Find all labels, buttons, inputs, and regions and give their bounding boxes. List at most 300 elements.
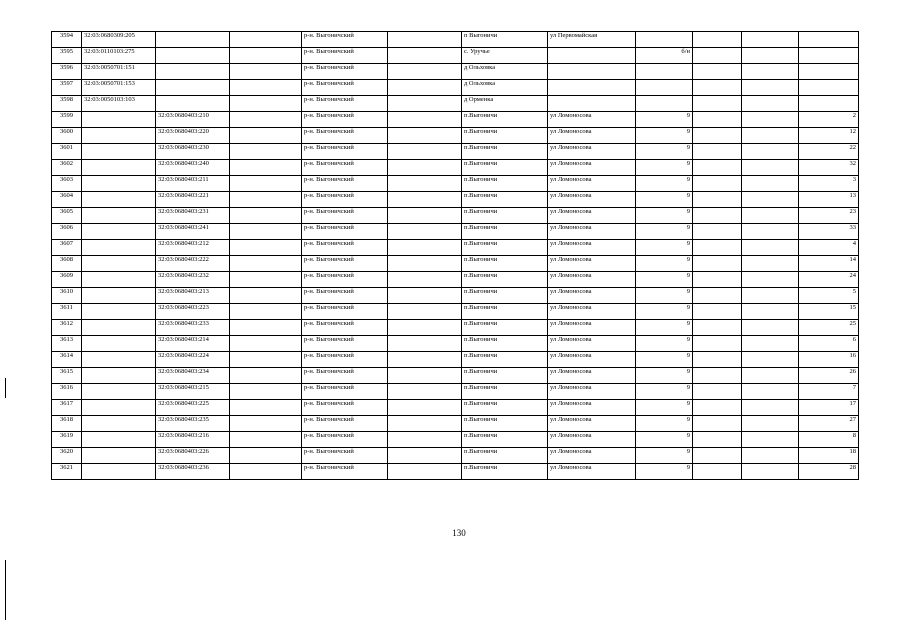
cadastral-number-a: 32:03:0050701:153 xyxy=(82,80,156,96)
empty-cell xyxy=(742,352,799,368)
empty-cell xyxy=(388,176,462,192)
settlement-cell: с. Уручье xyxy=(462,48,548,64)
settlement-cell: п.Выгоничи xyxy=(462,416,548,432)
cadastral-number-a: 32:03:0680309:205 xyxy=(82,32,156,48)
table-row xyxy=(52,320,859,336)
district-cell: р-н. Выгоничский xyxy=(302,64,388,80)
cadastral-number-b: 32:03:0680403:211 xyxy=(156,176,230,192)
apartment-number-cell: 17 xyxy=(799,400,859,416)
empty-cell xyxy=(230,304,302,320)
district-cell: р-н. Выгоничский xyxy=(302,432,388,448)
empty-cell xyxy=(742,288,799,304)
district-cell: р-н. Выгоничский xyxy=(302,272,388,288)
row-number: 3602 xyxy=(52,160,82,176)
empty-cell xyxy=(693,320,742,336)
settlement-cell: д Ольховка xyxy=(462,80,548,96)
cadastral-number-a xyxy=(82,256,156,272)
empty-cell xyxy=(742,176,799,192)
empty-cell xyxy=(742,320,799,336)
cadastral-number-a xyxy=(82,272,156,288)
empty-cell xyxy=(742,112,799,128)
empty-cell xyxy=(742,336,799,352)
house-number-cell: 9 xyxy=(636,368,693,384)
street-cell: ул Ломоносова xyxy=(548,160,636,176)
margin-mark xyxy=(5,560,6,620)
row-number: 3621 xyxy=(52,464,82,480)
district-cell: р-н. Выгоничский xyxy=(302,416,388,432)
table-row xyxy=(52,240,859,256)
house-number-cell: 9 xyxy=(636,256,693,272)
row-number: 3614 xyxy=(52,352,82,368)
street-cell: ул Ломоносова xyxy=(548,368,636,384)
settlement-cell: п.Выгоничи xyxy=(462,224,548,240)
table-row xyxy=(52,416,859,432)
empty-cell xyxy=(742,144,799,160)
empty-cell xyxy=(693,384,742,400)
empty-cell xyxy=(230,320,302,336)
house-number-cell: 9 xyxy=(636,352,693,368)
empty-cell xyxy=(693,80,742,96)
district-cell: р-н. Выгоничский xyxy=(302,336,388,352)
empty-cell xyxy=(742,256,799,272)
table-row xyxy=(52,96,859,112)
cadastral-number-a: 32:03:0110103:275 xyxy=(82,48,156,64)
empty-cell xyxy=(230,160,302,176)
street-cell: ул Ломоносова xyxy=(548,176,636,192)
district-cell: р-н. Выгоничский xyxy=(302,368,388,384)
empty-cell xyxy=(693,48,742,64)
street-cell: ул Ломоносова xyxy=(548,464,636,480)
cadastral-number-a xyxy=(82,208,156,224)
empty-cell xyxy=(742,464,799,480)
table-row xyxy=(52,128,859,144)
table-row xyxy=(52,336,859,352)
empty-cell xyxy=(230,352,302,368)
row-number: 3612 xyxy=(52,320,82,336)
house-number-cell: 9 xyxy=(636,144,693,160)
apartment-number-cell xyxy=(799,32,859,48)
empty-cell xyxy=(693,256,742,272)
house-number-cell: 9 xyxy=(636,272,693,288)
district-cell: р-н. Выгоничский xyxy=(302,208,388,224)
cadastral-number-a xyxy=(82,304,156,320)
street-cell: ул Ломоносова xyxy=(548,144,636,160)
empty-cell xyxy=(388,304,462,320)
empty-cell xyxy=(388,144,462,160)
empty-cell xyxy=(693,304,742,320)
empty-cell xyxy=(230,112,302,128)
settlement-cell: п.Выгоничи xyxy=(462,256,548,272)
settlement-cell: п.Выгоничи xyxy=(462,352,548,368)
district-cell: р-н. Выгоничский xyxy=(302,48,388,64)
house-number-cell: 9 xyxy=(636,224,693,240)
district-cell: р-н. Выгоничский xyxy=(302,400,388,416)
settlement-cell: д Ольховка xyxy=(462,64,548,80)
cadastral-number-a xyxy=(82,336,156,352)
district-cell: р-н. Выгоничский xyxy=(302,112,388,128)
empty-cell xyxy=(693,208,742,224)
row-number: 3599 xyxy=(52,112,82,128)
cadastral-number-a: 32:03:0050701:151 xyxy=(82,64,156,80)
empty-cell xyxy=(388,224,462,240)
empty-cell xyxy=(230,400,302,416)
table-row xyxy=(52,32,859,48)
district-cell: р-н. Выгоничский xyxy=(302,352,388,368)
settlement-cell: п.Выгоничи xyxy=(462,432,548,448)
apartment-number-cell: 28 xyxy=(799,464,859,480)
table-row xyxy=(52,272,859,288)
row-number: 3606 xyxy=(52,224,82,240)
cadastral-number-a xyxy=(82,384,156,400)
apartment-number-cell: 6 xyxy=(799,336,859,352)
cadastral-number-a: 32:03:0050103:103 xyxy=(82,96,156,112)
cadastral-number-a xyxy=(82,224,156,240)
cadastral-number-a xyxy=(82,112,156,128)
empty-cell xyxy=(742,416,799,432)
street-cell: ул Ломоносова xyxy=(548,336,636,352)
empty-cell xyxy=(388,448,462,464)
street-cell xyxy=(548,96,636,112)
cadastral-number-b xyxy=(156,32,230,48)
settlement-cell: п.Выгоничи xyxy=(462,384,548,400)
apartment-number-cell: 2 xyxy=(799,112,859,128)
cadastral-number-b: 32:03:0680403:220 xyxy=(156,128,230,144)
cadastral-number-a xyxy=(82,448,156,464)
empty-cell xyxy=(388,368,462,384)
empty-cell xyxy=(742,32,799,48)
row-number: 3613 xyxy=(52,336,82,352)
apartment-number-cell: 33 xyxy=(799,224,859,240)
apartment-number-cell: 18 xyxy=(799,448,859,464)
empty-cell xyxy=(388,416,462,432)
empty-cell xyxy=(693,448,742,464)
district-cell: р-н. Выгоничский xyxy=(302,144,388,160)
cadastral-number-a xyxy=(82,176,156,192)
row-number: 3595 xyxy=(52,48,82,64)
cadastral-number-b xyxy=(156,48,230,64)
house-number-cell: 9 xyxy=(636,176,693,192)
district-cell: р-н. Выгоничский xyxy=(302,448,388,464)
cadastral-number-b: 32:03:0680403:233 xyxy=(156,320,230,336)
table-row xyxy=(52,112,859,128)
district-cell: р-н. Выгоничский xyxy=(302,80,388,96)
cadastral-number-b: 32:03:0680403:215 xyxy=(156,384,230,400)
empty-cell xyxy=(693,368,742,384)
empty-cell xyxy=(388,336,462,352)
district-cell: р-н. Выгоничский xyxy=(302,320,388,336)
street-cell: ул Ломоносова xyxy=(548,224,636,240)
settlement-cell: п.Выгоничи xyxy=(462,192,548,208)
table-row xyxy=(52,48,859,64)
empty-cell xyxy=(388,128,462,144)
empty-cell xyxy=(693,400,742,416)
empty-cell xyxy=(693,432,742,448)
street-cell: ул Ломоносова xyxy=(548,208,636,224)
empty-cell xyxy=(230,416,302,432)
settlement-cell: п.Выгоничи xyxy=(462,320,548,336)
house-number-cell xyxy=(636,64,693,80)
empty-cell xyxy=(230,384,302,400)
house-number-cell: 9 xyxy=(636,192,693,208)
house-number-cell: 9 xyxy=(636,128,693,144)
cadastral-number-b: 32:03:0680403:230 xyxy=(156,144,230,160)
row-number: 3618 xyxy=(52,416,82,432)
empty-cell xyxy=(230,368,302,384)
cadastral-number-b: 32:03:0680403:224 xyxy=(156,352,230,368)
district-cell: р-н. Выгоничский xyxy=(302,240,388,256)
apartment-number-cell: 8 xyxy=(799,432,859,448)
cadastral-number-b: 32:03:0680403:212 xyxy=(156,240,230,256)
settlement-cell: п.Выгоничи xyxy=(462,336,548,352)
empty-cell xyxy=(230,192,302,208)
table-row xyxy=(52,80,859,96)
empty-cell xyxy=(230,288,302,304)
table-body xyxy=(52,32,859,480)
row-number: 3600 xyxy=(52,128,82,144)
cadastral-number-b: 32:03:0680403:231 xyxy=(156,208,230,224)
cadastral-number-b: 32:03:0680403:222 xyxy=(156,256,230,272)
cadastral-number-a xyxy=(82,128,156,144)
house-number-cell xyxy=(636,80,693,96)
empty-cell xyxy=(388,96,462,112)
settlement-cell: п.Выгоничи xyxy=(462,400,548,416)
empty-cell xyxy=(742,96,799,112)
district-cell: р-н. Выгоничский xyxy=(302,464,388,480)
street-cell: ул Первомайская xyxy=(548,32,636,48)
street-cell xyxy=(548,80,636,96)
district-cell: р-н. Выгоничский xyxy=(302,32,388,48)
house-number-cell: 9 xyxy=(636,464,693,480)
street-cell: ул Ломоносова xyxy=(548,400,636,416)
street-cell xyxy=(548,48,636,64)
empty-cell xyxy=(693,144,742,160)
cadastral-number-b: 32:03:0680403:234 xyxy=(156,368,230,384)
empty-cell xyxy=(388,432,462,448)
house-number-cell: 9 xyxy=(636,400,693,416)
row-number: 3610 xyxy=(52,288,82,304)
house-number-cell xyxy=(636,32,693,48)
empty-cell xyxy=(388,48,462,64)
apartment-number-cell: 7 xyxy=(799,384,859,400)
settlement-cell: п.Выгоничи xyxy=(462,464,548,480)
empty-cell xyxy=(742,192,799,208)
cadastral-number-b: 32:03:0680403:226 xyxy=(156,448,230,464)
empty-cell xyxy=(388,320,462,336)
settlement-cell: п.Выгоничи xyxy=(462,272,548,288)
empty-cell xyxy=(742,64,799,80)
row-number: 3596 xyxy=(52,64,82,80)
house-number-cell: 9 xyxy=(636,112,693,128)
row-number: 3611 xyxy=(52,304,82,320)
empty-cell xyxy=(693,336,742,352)
row-number: 3598 xyxy=(52,96,82,112)
cadastral-number-a xyxy=(82,400,156,416)
street-cell: ул Ломоносова xyxy=(548,384,636,400)
apartment-number-cell xyxy=(799,96,859,112)
district-cell: р-н. Выгоничский xyxy=(302,96,388,112)
table-row xyxy=(52,304,859,320)
empty-cell xyxy=(230,208,302,224)
apartment-number-cell: 4 xyxy=(799,240,859,256)
row-number: 3620 xyxy=(52,448,82,464)
empty-cell xyxy=(230,176,302,192)
empty-cell xyxy=(230,448,302,464)
street-cell: ул Ломоносова xyxy=(548,448,636,464)
empty-cell xyxy=(230,336,302,352)
table-row xyxy=(52,192,859,208)
settlement-cell: п.Выгоничи xyxy=(462,304,548,320)
cadastral-number-a xyxy=(82,464,156,480)
house-number-cell: 9 xyxy=(636,160,693,176)
house-number-cell: 9 xyxy=(636,432,693,448)
apartment-number-cell: 25 xyxy=(799,320,859,336)
settlement-cell: п.Выгоничи xyxy=(462,144,548,160)
empty-cell xyxy=(388,192,462,208)
cadastral-number-a xyxy=(82,192,156,208)
empty-cell xyxy=(388,400,462,416)
street-cell: ул Ломоносова xyxy=(548,128,636,144)
street-cell: ул Ломоносова xyxy=(548,192,636,208)
empty-cell xyxy=(388,288,462,304)
empty-cell xyxy=(388,384,462,400)
empty-cell xyxy=(742,432,799,448)
settlement-cell: п.Выгоничи xyxy=(462,208,548,224)
cadastral-number-b: 32:03:0680403:225 xyxy=(156,400,230,416)
apartment-number-cell: 24 xyxy=(799,272,859,288)
empty-cell xyxy=(230,144,302,160)
district-cell: р-н. Выгоничский xyxy=(302,192,388,208)
apartment-number-cell: 23 xyxy=(799,208,859,224)
district-cell: р-н. Выгоничский xyxy=(302,176,388,192)
street-cell: ул Ломоносова xyxy=(548,240,636,256)
registry-table xyxy=(51,31,859,480)
row-number: 3601 xyxy=(52,144,82,160)
empty-cell xyxy=(693,224,742,240)
empty-cell xyxy=(693,32,742,48)
street-cell: ул Ломоносова xyxy=(548,272,636,288)
empty-cell xyxy=(230,464,302,480)
street-cell: ул Ломоносова xyxy=(548,320,636,336)
empty-cell xyxy=(230,128,302,144)
house-number-cell: 9 xyxy=(636,208,693,224)
row-number: 3617 xyxy=(52,400,82,416)
empty-cell xyxy=(693,64,742,80)
cadastral-number-b xyxy=(156,64,230,80)
house-number-cell xyxy=(636,96,693,112)
house-number-cell: 9 xyxy=(636,304,693,320)
settlement-cell: п.Выгоничи xyxy=(462,128,548,144)
apartment-number-cell: 15 xyxy=(799,304,859,320)
empty-cell xyxy=(230,80,302,96)
table-row xyxy=(52,352,859,368)
cadastral-number-b xyxy=(156,96,230,112)
cadastral-number-b: 32:03:0680403:213 xyxy=(156,288,230,304)
house-number-cell: 9 xyxy=(636,416,693,432)
empty-cell xyxy=(742,448,799,464)
cadastral-number-a xyxy=(82,240,156,256)
cadastral-number-b xyxy=(156,80,230,96)
empty-cell xyxy=(230,32,302,48)
table-row xyxy=(52,384,859,400)
row-number: 3619 xyxy=(52,432,82,448)
house-number-cell: 9 xyxy=(636,320,693,336)
street-cell: ул Ломоносова xyxy=(548,256,636,272)
settlement-cell: п.Выгоничи xyxy=(462,240,548,256)
empty-cell xyxy=(388,272,462,288)
street-cell: ул Ломоносова xyxy=(548,432,636,448)
empty-cell xyxy=(693,176,742,192)
empty-cell xyxy=(693,128,742,144)
cadastral-number-b: 32:03:0680403:240 xyxy=(156,160,230,176)
cadastral-number-b: 32:03:0680403:232 xyxy=(156,272,230,288)
district-cell: р-н. Выгоничский xyxy=(302,304,388,320)
empty-cell xyxy=(742,48,799,64)
apartment-number-cell: 27 xyxy=(799,416,859,432)
street-cell xyxy=(548,64,636,80)
cadastral-number-a xyxy=(82,160,156,176)
settlement-cell: п.Выгоничи xyxy=(462,448,548,464)
empty-cell xyxy=(230,224,302,240)
cadastral-number-b: 32:03:0680403:223 xyxy=(156,304,230,320)
cadastral-number-b: 32:03:0680403:241 xyxy=(156,224,230,240)
district-cell: р-н. Выгоничский xyxy=(302,224,388,240)
house-number-cell: 9 xyxy=(636,240,693,256)
row-number: 3608 xyxy=(52,256,82,272)
empty-cell xyxy=(742,304,799,320)
house-number-cell: 9 xyxy=(636,448,693,464)
empty-cell xyxy=(693,192,742,208)
empty-cell xyxy=(693,96,742,112)
table-row xyxy=(52,448,859,464)
empty-cell xyxy=(388,160,462,176)
row-number: 3604 xyxy=(52,192,82,208)
cadastral-number-a xyxy=(82,432,156,448)
row-number: 3609 xyxy=(52,272,82,288)
street-cell: ул Ломоносова xyxy=(548,352,636,368)
row-number: 3605 xyxy=(52,208,82,224)
row-number: 3597 xyxy=(52,80,82,96)
house-number-cell: 9 xyxy=(636,288,693,304)
apartment-number-cell: 16 xyxy=(799,352,859,368)
empty-cell xyxy=(230,432,302,448)
district-cell: р-н. Выгоничский xyxy=(302,128,388,144)
empty-cell xyxy=(693,112,742,128)
apartment-number-cell xyxy=(799,64,859,80)
empty-cell xyxy=(742,224,799,240)
row-number: 3607 xyxy=(52,240,82,256)
empty-cell xyxy=(742,384,799,400)
empty-cell xyxy=(693,160,742,176)
apartment-number-cell: 32 xyxy=(799,160,859,176)
table-row xyxy=(52,288,859,304)
cadastral-number-a xyxy=(82,320,156,336)
table-row xyxy=(52,64,859,80)
settlement-cell: п.Выгоничи xyxy=(462,160,548,176)
table-row xyxy=(52,432,859,448)
cadastral-number-b: 32:03:0680403:216 xyxy=(156,432,230,448)
settlement-cell: д Орменка xyxy=(462,96,548,112)
empty-cell xyxy=(742,80,799,96)
table-row xyxy=(52,464,859,480)
apartment-number-cell: 26 xyxy=(799,368,859,384)
street-cell: ул Ломоносова xyxy=(548,416,636,432)
settlement-cell: п.Выгоничи xyxy=(462,112,548,128)
apartment-number-cell: 5 xyxy=(799,288,859,304)
empty-cell xyxy=(742,160,799,176)
street-cell: ул Ломоносова xyxy=(548,288,636,304)
empty-cell xyxy=(388,80,462,96)
empty-cell xyxy=(230,240,302,256)
